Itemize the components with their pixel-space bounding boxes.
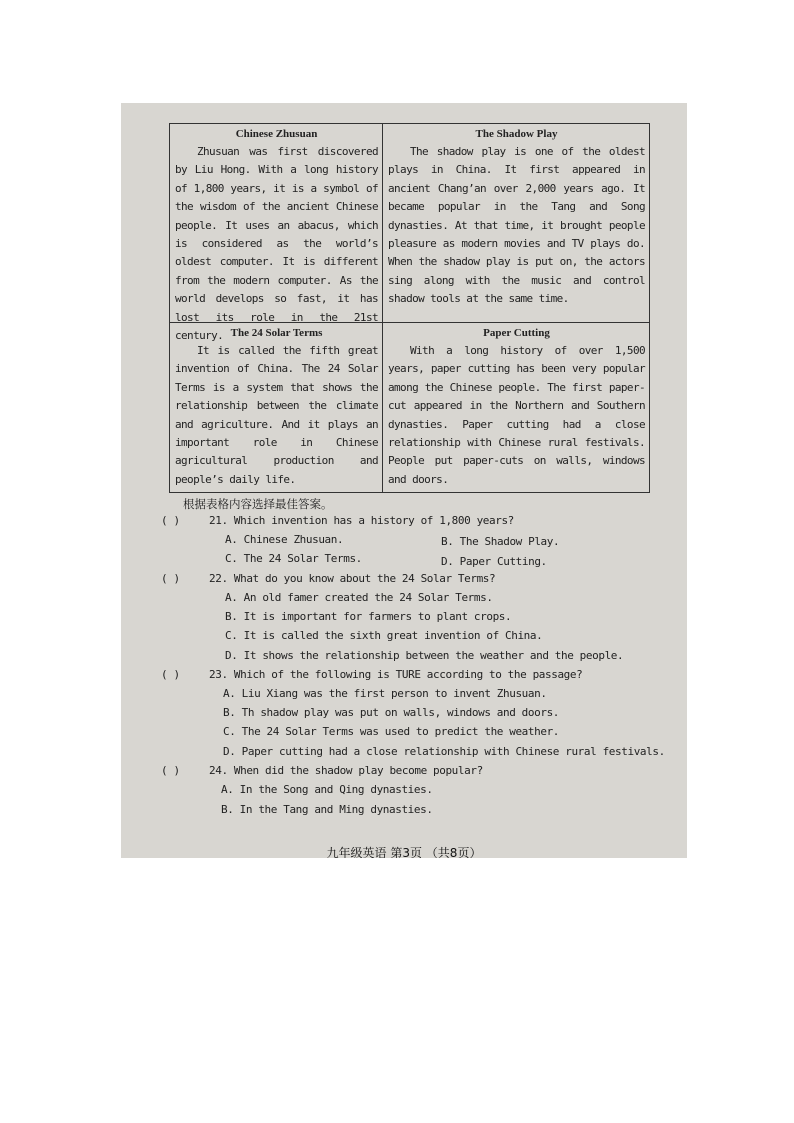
cell-text: It is called the fifth great invention of China. The 24 Solar Terms is a system that shows the relationship between the climate and agriculture. And it plays an important role in Chinese agricultural production and people’s daily life.	[175, 344, 378, 486]
cell-title: Paper Cutting	[483, 327, 550, 339]
option-b: B. In the Tang and Ming dynasties.	[221, 803, 433, 816]
table-cell-solar-terms	[170, 323, 383, 492]
question-stem: 23. Which of the following is TURE according to the passage?	[209, 668, 583, 681]
reading-table	[169, 123, 650, 493]
option-b: B. It is important for farmers to plant crops.	[225, 610, 512, 623]
page-footer: 九年级英语 第3页 （共8页）	[326, 846, 482, 858]
question-stem: 21. Which invention has a history of 1,800 years?	[209, 514, 514, 527]
option-c: C. The 24 Solar Terms was used to predict the weather.	[223, 725, 560, 738]
question-21	[161, 514, 514, 527]
cell-text: Zhusuan was first discovered by Liu Hong. With a long history of 1,800 years, it is a symbol of the wisdom of the ancient Chinese people. It uses an abacus, which is considered as the world’s oldest computer. It is different from the modern computer. As the world develops so fast, it has lost its role in the 21st century.	[175, 145, 378, 343]
option-c: C. It is called the sixth great invention of China.	[225, 629, 543, 642]
question-stem: 24. When did the shadow play become popular?	[209, 764, 483, 777]
question-stem: 22. What do you know about the 24 Solar Terms?	[209, 572, 496, 585]
option-b: B. Th shadow play was put on walls, windows and doors.	[223, 706, 560, 719]
answer-blank[interactable]: ( )	[161, 572, 180, 585]
question-24	[161, 764, 483, 777]
option-d: D. It shows the relationship between the weather and the people.	[225, 649, 624, 662]
answer-blank[interactable]: ( )	[161, 764, 180, 777]
cell-title: Chinese Zhusuan	[235, 128, 318, 140]
answer-blank[interactable]: ( )	[161, 668, 180, 681]
cell-title: The 24 Solar Terms	[230, 327, 323, 339]
option-a: A. In the Song and Qing dynasties.	[221, 783, 433, 796]
question-22	[161, 572, 495, 585]
option-a: A. Liu Xiang was the first person to invent Zhusuan.	[223, 687, 547, 700]
table-cell-shadow-play	[383, 124, 649, 323]
exam-page-photo	[121, 103, 687, 858]
option-c: C. The 24 Solar Terms.	[225, 552, 362, 565]
option-a: A. An old famer created the 24 Solar Terms.	[225, 591, 493, 604]
table-cell-paper-cutting	[383, 323, 649, 492]
option-d: D. Paper Cutting.	[441, 555, 547, 568]
cell-text: With a long history of over 1,500 years, paper cutting has been very popular among the Chinese people. The first paper-cut appeared in the Northern and Southern dynasties. Paper cutting had a close relationship with Chinese rural festivals. People put paper-cuts on walls, windows and doors.	[388, 344, 645, 486]
question-23	[161, 668, 582, 681]
instruction: 根据表格内容选择最佳答案。	[183, 497, 333, 511]
answer-blank[interactable]: ( )	[161, 514, 180, 527]
option-b: B. The Shadow Play.	[441, 535, 560, 548]
option-a: A. Chinese Zhusuan.	[225, 533, 344, 546]
cell-text: The shadow play is one of the oldest plays in China. It first appeared in ancient Chang’an over 2,000 years ago. It became popular in the Tang and Song dynasties. At that time, it brought people pleasure as modern movies and TV plays do. When the shadow play is put on, the actors sing along with the music and control shadow tools at the same time.	[388, 145, 645, 306]
option-d: D. Paper cutting had a close relationship with Chinese rural festivals.	[223, 745, 665, 758]
cell-title: The Shadow Play	[475, 128, 558, 140]
